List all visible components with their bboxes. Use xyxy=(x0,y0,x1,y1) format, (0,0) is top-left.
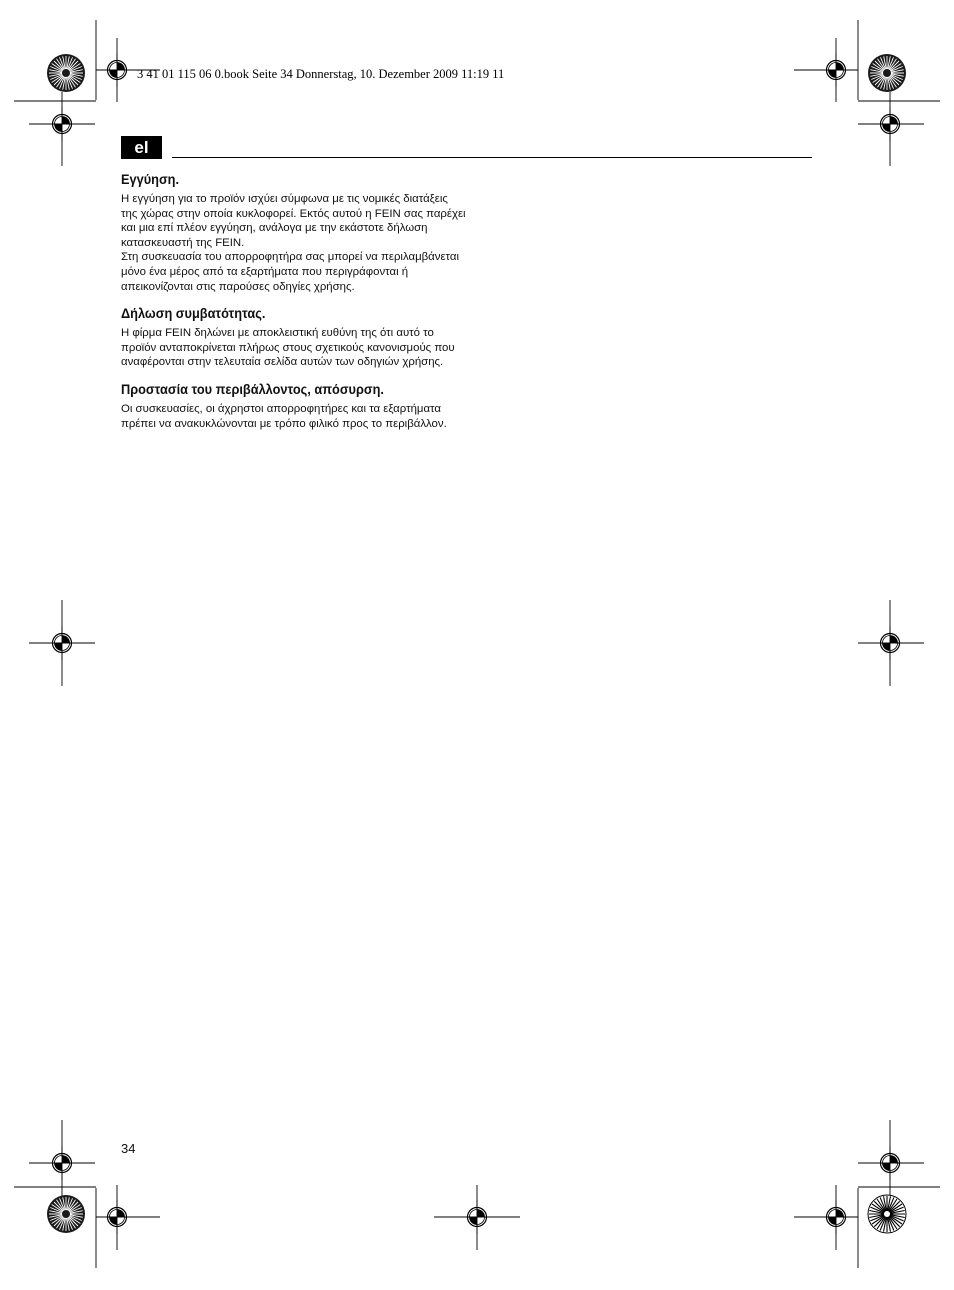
section-paragraph: Η φίρμα FEIN δηλώνει με αποκλειστική ευθύνη της ότι αυτό το προϊόν ανταποκρίνεται πλήρως στους σχετικούς κανονισμούς που αναφέρονται στην τελευταία σελίδα αυτών των οδηγιών χρήσης. xyxy=(121,327,455,369)
section-heading: Εγγύηση. xyxy=(121,172,180,188)
book-info-line: 3 41 01 115 06 0.book Seite 34 Donnerstag, 10. Dezember 2009 11:19 11 xyxy=(137,67,505,81)
warranty-section xyxy=(121,172,466,294)
section-paragraph: Στη συσκευασία του απορροφητήρα σας μπορεί να περιλαμβάνεται μόνο ένα μέρος από τα εξαρτήματα που περιγράφονται ή απεικονίζονται στις παρούσες οδηγίες χρήσης. xyxy=(121,251,459,293)
conformity-section xyxy=(121,306,466,370)
section-paragraph: Η εγγύηση για το προϊόν ισχύει σύμφωνα με τις νομικές διατάξεις της χώρας στην οποία κυκλοφορεί. Εκτός αυτού η FEIN σας παρέχει και μια επί πλέον εγγύηση, ανάλογα με την εκάστοτε δήλωση κατασκευαστή της FEIN. xyxy=(121,193,466,249)
section-heading: Δήλωση συμβατότητας. xyxy=(121,306,266,323)
page-number: 34 xyxy=(121,1141,136,1156)
section-heading: Προστασία του περιβάλλοντος, απόσυρση. xyxy=(121,381,384,398)
environment-section xyxy=(121,382,466,431)
header-rule xyxy=(172,157,812,158)
main-content xyxy=(121,172,466,443)
language-tab: el xyxy=(121,136,162,159)
section-paragraph: Οι συσκευασίες, οι άχρηστοι απορροφητήρες και τα εξαρτήματα πρέπει να ανακυκλώνονται με τρόπο φιλικό προς το περιβάλλον. xyxy=(121,402,447,430)
